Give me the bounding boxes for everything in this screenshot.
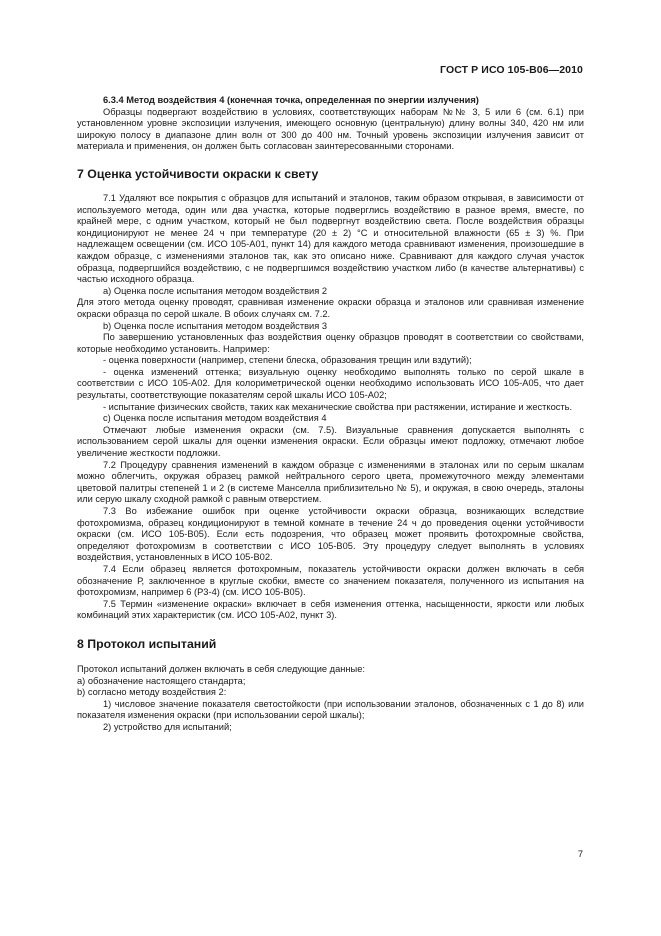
item-b-bullet-1: - оценка поверхности (например, степени блеска, образования трещин или вздутий); bbox=[103, 355, 472, 366]
section-7-heading: 7 Оценка устойчивости окраски к свету bbox=[77, 166, 319, 181]
section-8-heading: 8 Протокол испытаний bbox=[77, 636, 217, 651]
item-a-text: Для этого метода оценку проводят, сравнивая изменение окраски образца и эталонов или сравнивая изменение окраски образца по серой шкале. В обоих случаях см. 7.2. bbox=[77, 297, 584, 319]
section-6-3-4-title: 6.3.4 Метод воздействия 4 (конечная точка, определенная по энергии излучения) bbox=[103, 95, 479, 105]
item-c-title: c) Оценка после испытания методом воздействия 4 bbox=[103, 413, 327, 424]
section-8-intro: Протокол испытаний должен включать в себя следующие данные: bbox=[77, 663, 365, 674]
paragraph-7-3: 7.3 Во избежание ошибок при оценке устойчивости окраски образца, возникающих вследствие фотохромизма, образец кондиционируют в темной комнате в течение 24 ч до проведения оценки устойчивости окраски (см. ИСО 105-В05). Если есть подозрения, что образец может проявить фотохромные свойства, определяют фотохромизм в соответствии с ИСО 105-В05. Эту процедуру следует выполнять в условиях воздействия, установленных в ИСО 105-В02. bbox=[77, 506, 584, 563]
paragraph-7-4: 7.4 Если образец является фотохромным, показатель устойчивости окраски должен включать в себя обозначение Р, заключенное в круглые скобки, вместе со значением показателя, полученного из испытания на фотохромизм, например 6 (Р3-4) (см. ИСО 105-В05). bbox=[77, 563, 584, 598]
item-b-title: b) Оценка после испытания методом воздействия 3 bbox=[103, 320, 328, 331]
item-b-bullet-3: - испытание физических свойств, таких как механические свойства при растяжении, истирание и жесткость. bbox=[103, 401, 573, 412]
item-b-bullet-2: - оценка изменений оттенка; визуальную оценку необходимо выполнять только по серой шкале в соответствии с ИСО 105-А02. Для колориметрической оценки необходимо использовать ИСО 105-А05, что дает результаты, соответствующие показателям серой шкалы ИСО 105-А02; bbox=[77, 366, 584, 401]
paragraph-7-1: 7.1 Удаляют все покрытия с образцов для испытаний и эталонов, таким образом открывая, в зависимости от используемого метода, один или два участка, которые подверглись воздействию в разное время, вместе, по крайней мере, с одним участком, который не был подвергнут воздействию света. После воздействия образцы кондиционируют не менее 24 ч при температуре (20 ± 2) °С и относительной влажности (65 ± 3) %. При надлежащем освещении (см. ИСО 105-А01, пункт 14) для каждого метода сравнивают изменения, произошедшие в каждом образце, с изменениями эталонов так, как это описано ниже. Сравнивают для каждого случая участок образца, подвергшийся воздействию, с не подвергшимся воздействию участком либо (в качестве альтернативы) с частью исходного образца. bbox=[77, 192, 584, 285]
item-a-title: a) Оценка после испытания методом воздействия 2 bbox=[103, 285, 328, 296]
page-number: 7 bbox=[577, 849, 583, 859]
section-8-item-b: b) согласно методу воздействия 2: bbox=[77, 687, 227, 698]
section-8-item-b-2: 2) устройство для испытаний; bbox=[103, 721, 232, 732]
paragraph-7-2: 7.2 Процедуру сравнения изменений в каждом образце с изменениями в эталонах или по серым шкалам можно облегчить, окружая образец рамкой нейтрального серого цвета, промежуточного между элементами цветовой палитры степеней 1 и 2 (в системе Манселла приблизительно № 5), и окружая, в свою очередь, эталоны или серую шкалу сходной рамкой с равным отверстием. bbox=[77, 459, 584, 505]
item-c-text: Отмечают любые изменения окраски (см. 7.5). Визуальные сравнения допускается выполнять с использованием серой шкалы для оценки изменения окраски. Если образцы имеют подложку, отмечают любое увеличение жесткости подложки. bbox=[77, 424, 584, 459]
document-header: ГОСТ Р ИСО 105-В06—2010 bbox=[440, 64, 583, 76]
section-8-item-a: а) обозначение настоящего стандарта; bbox=[77, 675, 246, 686]
paragraph-7-5: 7.5 Термин «изменение окраски» включает в себя изменения оттенка, насыщенности, яркости или любых комбинаций этих характеристик (см. ИСО 105-А02, пункт 3). bbox=[77, 598, 584, 621]
page-body bbox=[77, 95, 584, 734]
section-8-item-b-1: 1) числовое значение показателя светостойкости (при использовании эталонов, обозначенных с 1 до 8) или показателя изменения окраски (при использовании серой шкалы); bbox=[77, 698, 584, 721]
item-b-text: По завершению установленных фаз воздействия оценку образцов проводят в соответствии со свойствами, которые необходимо установить. Например: bbox=[77, 332, 584, 354]
section-6-3-4-text: Образцы подвергают воздействию в условиях, соответствующих наборам №№ 3, 5 или 6 (см. 6.1) при установленном уровне экспозиции излучения, имеющего основную (центральную) длину волны 340, 420 нм или широкую полосу в диапазоне длин волн от 300 до 400 нм. Точный уровень экспозиции излучения зависит от материала и применения, он должен быть согласован заинтересованными сторонами. bbox=[77, 106, 584, 152]
